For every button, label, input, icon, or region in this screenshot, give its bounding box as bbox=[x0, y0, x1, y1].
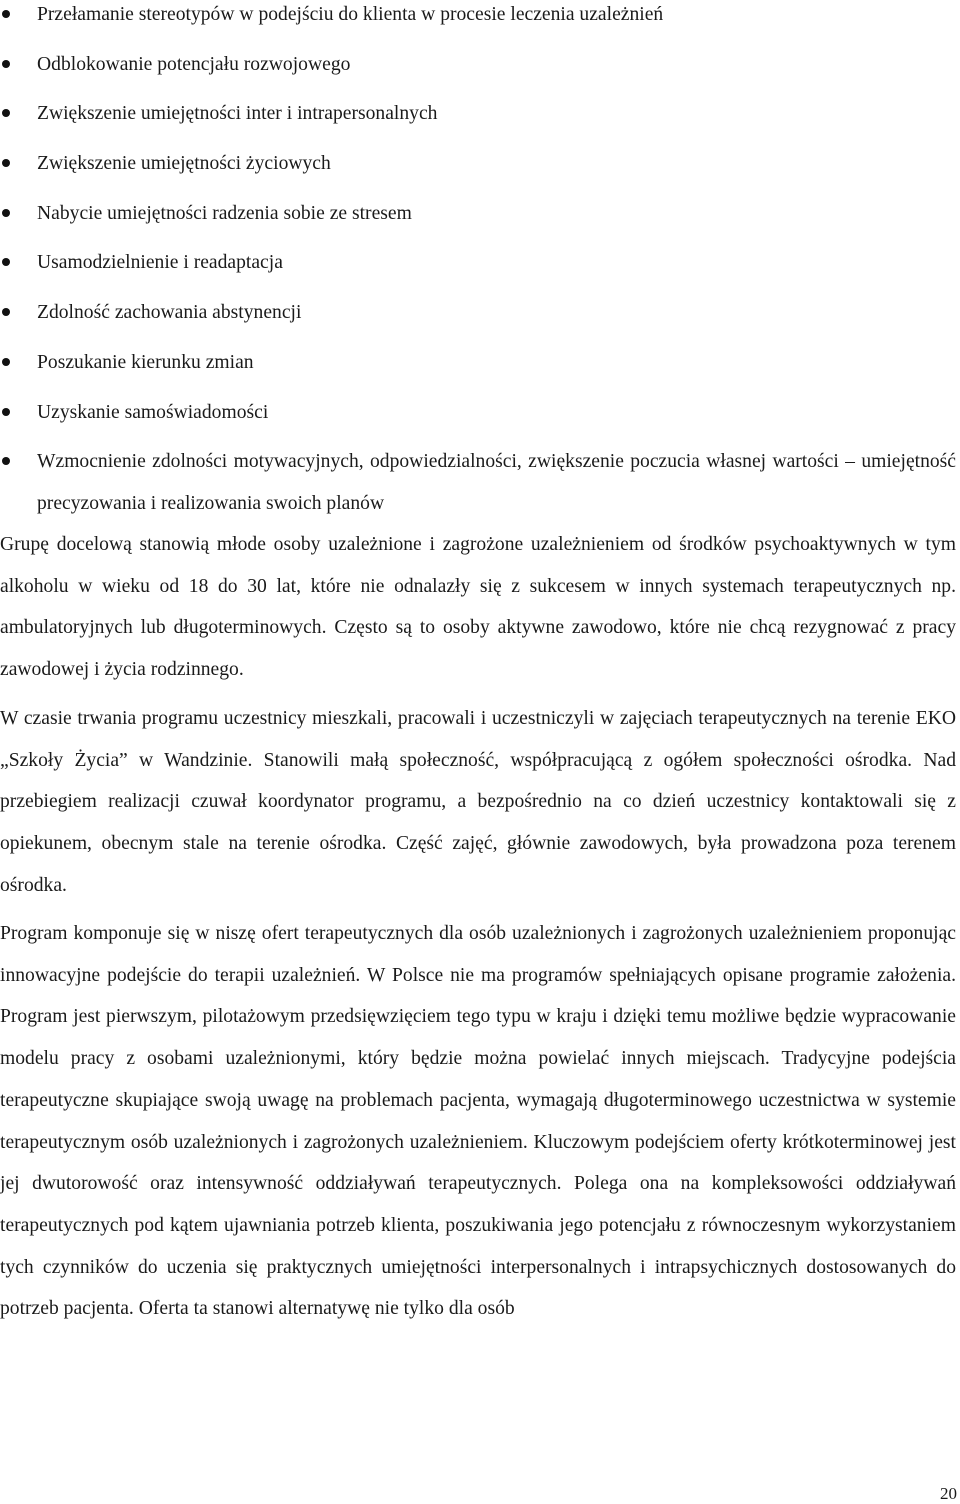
bullet-item bbox=[0, 143, 956, 185]
bullet-icon bbox=[2, 457, 10, 465]
bullet-text: Zdolność zachowania abstynencji bbox=[37, 302, 302, 324]
bullet-icon bbox=[2, 258, 10, 266]
paragraph-text: Program komponuje się w niszę ofert terapeutycznych dla osób uzależnionych i zagrożonych uzależnieniem proponując innowacyjne podejście do terapii uzależnień. W Polsce nie ma programów spełniających opisane programie założenia. Program jest pierwszym, pilotażowym przedsięwzięciem tego typu w kraju i dzięki temu możliwe będzie wypracowanie modelu pracy z osobami uzależnionymi, który będzie można powielać innych miejscach. Tradycyjne podejścia terapeutyczne skupiające swoją uwagę na problemach pacjenta, wymagają długoterminowego uczestnictwa w systemie terapeutycznym osób uzależnionych i zagrożonych uzależnieniem. Kluczowym podejściem oferty krótkoterminowej jest jej dwutorowość oraz intensywność oddziaływań terapeutycznych. Polega ona na kompleksowości oddziaływań terapeutycznych pod kątem ujawniania potrzeb klienta, poszukiwania jego potencjału z równoczesnym wykorzystaniem tych czynników do uczenia się praktycznych umiejętności interpersonalnych i intrapsychicznych dostosowanych do potrzeb pacjenta. Oferta ta stanowi alternatywę nie tylko dla osób bbox=[0, 923, 956, 1320]
goals-bullet-list bbox=[0, 0, 956, 532]
target-group-paragraph bbox=[0, 524, 956, 691]
bullet-item bbox=[0, 93, 956, 135]
bullet-text: Wzmocnienie zdolności motywacyjnych, odpowiedzialności, zwiększenie poczucia własnej wartości – umiejętność precyzowania i realizowania swoich planów bbox=[37, 451, 956, 514]
bullet-text: Poszukanie kierunku zmian bbox=[37, 351, 254, 373]
bullet-icon bbox=[2, 109, 10, 117]
program-conditions-paragraph bbox=[0, 698, 956, 907]
bullet-icon bbox=[2, 408, 10, 416]
bullet-icon bbox=[2, 358, 10, 366]
program-innovation-paragraph bbox=[0, 913, 956, 1330]
bullet-text: Przełamanie stereotypów w podejściu do klienta w procesie leczenia uzależnień bbox=[37, 4, 664, 25]
paragraph-text: W czasie trwania programu uczestnicy mieszkali, pracowali i uczestniczyli w zajęciach terapeutycznych na terenie EKO „Szkoły Życia” w Wandzinie. Stanowili małą społeczność, współpracującą z ogółem społeczności ośrodka. Nad przebiegiem realizacji czuwał koordynator programu, a bezpośrednio na co dzień uczestnicy kontaktowali się z opiekunem, obecnym stale na terenie ośrodka. Część zajęć, głównie zawodowych, była prowadzona poza terenem ośrodka. bbox=[0, 708, 956, 896]
bullet-text: Zwiększenie umiejętności życiowych bbox=[37, 153, 331, 175]
paragraph-text: Grupę docelową stanowią młode osoby uzależnione i zagrożone uzależnieniem od środków psychoaktywnych w tym alkoholu w wieku od 18 do 30 lat, które nie odnalazły się z sukcesem w innych systemach terapeutycznych np. ambulatoryjnych lub długoterminowych. Często są to osoby aktywne zawodowo, które nie chcą rezygnować z pracy zawodowej i życia rodzinnego. bbox=[0, 534, 956, 681]
bullet-text: Uzyskanie samoświadomości bbox=[37, 401, 269, 423]
bullet-item bbox=[0, 193, 956, 235]
page-number: 20 bbox=[940, 1484, 957, 1503]
bullet-text: Zwiększenie umiejętności inter i intrapersonalnych bbox=[37, 103, 438, 125]
bullet-item bbox=[0, 242, 956, 284]
bullet-text: Nabycie umiejętności radzenia sobie ze stresem bbox=[37, 202, 412, 224]
bullet-icon bbox=[2, 60, 10, 68]
bullet-icon bbox=[2, 10, 10, 18]
bullet-item bbox=[0, 0, 956, 36]
bullet-text: Odblokowanie potencjału rozwojowego bbox=[37, 53, 351, 75]
bullet-item bbox=[0, 44, 956, 86]
bullet-item bbox=[0, 392, 956, 434]
bullet-icon bbox=[2, 308, 10, 316]
bullet-item bbox=[0, 441, 956, 524]
bullet-item bbox=[0, 292, 956, 334]
bullet-icon bbox=[2, 209, 10, 217]
bullet-icon bbox=[2, 159, 10, 167]
bullet-text: Usamodzielnienie i readaptacja bbox=[37, 252, 283, 274]
bullet-item bbox=[0, 342, 956, 384]
